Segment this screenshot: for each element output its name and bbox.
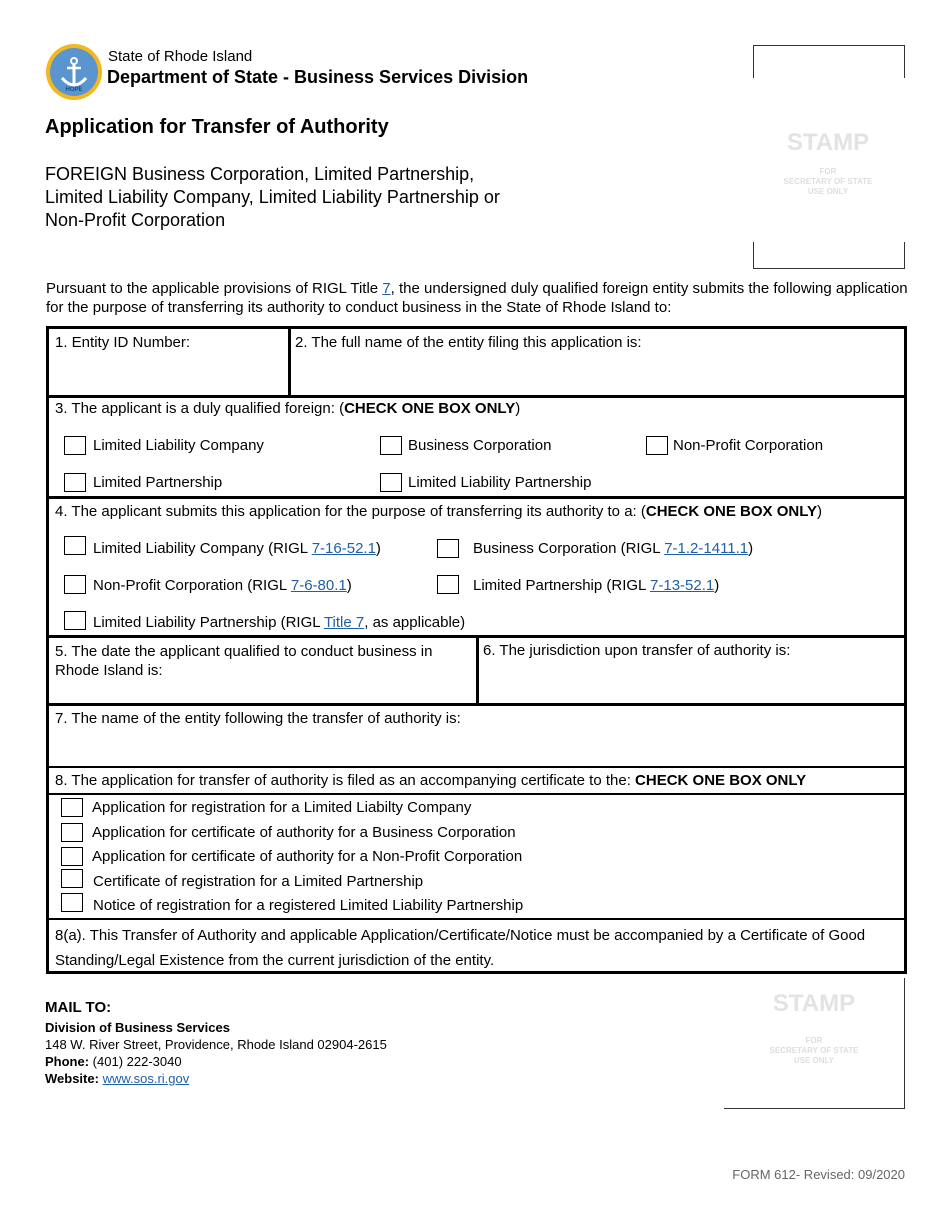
checkbox-lp-registration[interactable] (61, 869, 83, 888)
checkbox-business-corp-authority[interactable] (61, 823, 83, 842)
option-label: Limited Liability Partnership (RIGL Title 7, as applicable) (93, 614, 466, 631)
stamp-label: STAMP (786, 129, 870, 156)
checkbox-foreign-llp[interactable] (380, 473, 402, 492)
stamp-area-bottom (724, 978, 905, 1109)
checkbox-foreign-nonprofit[interactable] (646, 436, 668, 455)
option-label: Limited Liability Company (RIGL 7-16-52.1) (93, 540, 381, 557)
option-label: Non-Profit Corporation (RIGL 7-6-80.1) (93, 577, 352, 594)
stamp-note: FOR SECRETARY OF STATE USE ONLY (783, 167, 873, 196)
entity-name-label: 2. The full name of the entity filing this application is: (295, 334, 642, 351)
checkbox-transfer-llp[interactable] (64, 611, 86, 630)
option-label: Application for registration for a Limited Liabilty Company (92, 799, 472, 816)
checkbox-foreign-llc[interactable] (64, 436, 86, 455)
checkbox-foreign-lp[interactable] (64, 473, 86, 492)
option-label: Application for certificate of authority for a Business Corporation (92, 824, 516, 841)
rigl-7-1-2-1411-1-link[interactable]: 7-1.2-1411.1 (664, 540, 749, 557)
mail-to-heading: MAIL TO: (45, 999, 112, 1016)
department-name: Department of State - Business Services Division (107, 67, 529, 87)
checkbox-transfer-nonprofit[interactable] (64, 575, 86, 594)
checkbox-llp-notice[interactable] (61, 893, 83, 912)
option-label: Application for certificate of authority for a Non-Profit Corporation (92, 848, 523, 865)
option-label: Notice of registration for a registered Limited Liability Partnership (93, 897, 524, 914)
option-label: Limited Liability Company (93, 437, 264, 454)
stamp-label: STAMP (772, 990, 856, 1017)
checkbox-transfer-llc[interactable] (64, 536, 86, 555)
section-8-label: 8. The application for transfer of authority is filed as an accompanying certificate to the: CHECK ONE BOX ONLY (55, 772, 807, 789)
option-label: Limited Liability Partnership (408, 474, 592, 491)
stamp-area (753, 45, 905, 269)
option-label: Non-Profit Corporation (673, 437, 824, 454)
mailing-address: Division of Business Services 148 W. River Street, Providence, Rhode Island 02904-2615 Phone: (401) 222-3040 Website: www.sos.ri.gov (45, 1020, 387, 1086)
section-3-label: 3. The applicant is a duly qualified foreign: (CHECK ONE BOX ONLY) (55, 400, 521, 417)
option-label: Certificate of registration for a Limited Partnership (93, 873, 424, 890)
form-revision: FORM 612- Revised: 09/2020 (732, 1167, 905, 1182)
checkbox-foreign-business-corp[interactable] (380, 436, 402, 455)
page-title: Application for Transfer of Authority (45, 116, 389, 138)
option-label: Business Corporation (408, 437, 552, 454)
checkbox-nonprofit-authority[interactable] (61, 847, 83, 866)
seal-text: HOPE (65, 87, 83, 93)
form-subtitle: FOREIGN Business Corporation, Limited Partnership, Limited Liability Company, Limited Liability Partnership or Non-Profit Corporation (45, 164, 500, 230)
rhode-island-seal (46, 44, 102, 100)
entity-id-label: 1. Entity ID Number: (55, 334, 191, 351)
jurisdiction-label: 6. The jurisdiction upon transfer of authority is: (483, 642, 791, 659)
rigl-7-13-52-1-link[interactable]: 7-13-52.1 (650, 577, 715, 594)
website-link[interactable]: www.sos.ri.gov (102, 1071, 190, 1086)
intro-paragraph: Pursuant to the applicable provisions of RIGL Title 7, the undersigned duly qualified foreign entity submits the following application for the purpose of transferring its authority to conduct business in the State of Rhode Island to: (46, 280, 908, 316)
stamp-note: FOR SECRETARY OF STATE USE ONLY (769, 1036, 859, 1065)
rigl-7-6-80-1-link[interactable]: 7-6-80.1 (290, 577, 347, 594)
checkbox-llc-registration[interactable] (61, 798, 83, 817)
option-label: Business Corporation (RIGL 7-1.2-1411.1) (473, 540, 754, 557)
checkbox-transfer-lp[interactable] (437, 575, 459, 594)
rigl-title-7-link[interactable]: Title 7 (323, 614, 365, 631)
qualification-date-label: 5. The date the applicant qualified to conduct business in Rhode Island is: (55, 643, 433, 679)
section-4-label: 4. The applicant submits this application for the purpose of transferring its authority to a: (CHECK ONE BOX ONLY) (55, 503, 823, 520)
option-label: Limited Partnership (93, 474, 223, 491)
rigl-7-16-52-1-link[interactable]: 7-16-52.1 (311, 540, 376, 557)
state-name: State of Rhode Island (108, 48, 253, 65)
rigl-title-7-link[interactable]: 7 (382, 280, 391, 297)
new-entity-name-label: 7. The name of the entity following the transfer of authority is: (55, 710, 461, 727)
checkbox-transfer-business-corp[interactable] (437, 539, 459, 558)
good-standing-note: 8(a). This Transfer of Authority and applicable Application/Certificate/Notice must be accompanied by a Certificate of Good Standing/Legal Existence from the current jurisdiction of the entity. (55, 927, 866, 969)
option-label: Limited Partnership (RIGL 7-13-52.1) (473, 577, 720, 594)
application-form (46, 326, 907, 974)
